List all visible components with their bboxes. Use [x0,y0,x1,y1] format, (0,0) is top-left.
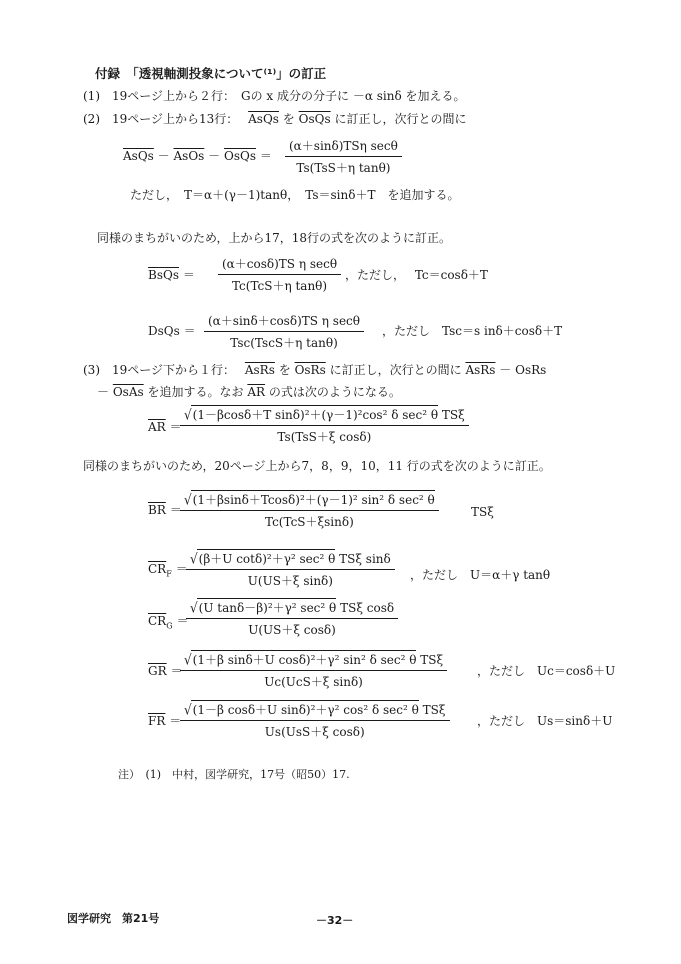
symbol-asqs: AsQs [123,149,154,163]
radicand: (1－β cosδ＋U sinδ)²＋γ² cos² δ sec² θ [191,700,419,718]
numerator-tail: TSξ [441,408,465,422]
equation-gr-condition: ，ただし Uc＝cosδ＋U [477,664,616,678]
equals-sign: ＝ [169,503,182,517]
fraction-denominator: Us(UsS＋ξ cosδ) [264,725,365,739]
minus-sign: － [157,149,170,163]
correction-2-intro: (2) 19ページ上から13行： [83,112,239,126]
equation-crg-fraction [186,598,398,638]
square-root-sign: √ [184,406,192,424]
fraction-bar [180,670,447,671]
symbol-fr: $\overline{FR}$ [148,714,166,728]
symbol-ar: $\overline{AR}$ [148,420,166,434]
equation-fr-lhs [148,712,181,729]
symbol-asos: AsOs [173,149,205,163]
fraction-numerator [180,490,439,508]
fraction-numerator [180,650,447,668]
fraction-numerator [180,700,450,718]
equation-1-fraction [285,137,402,176]
minus-sign: － [97,385,110,399]
equation-ar-fraction [180,405,469,445]
symbol-asrs: AsRs [244,363,275,377]
symbol-ar: $\overline{AR}$ [247,385,266,399]
fraction-bar [218,274,341,275]
equals-sign: ＝ [183,324,196,338]
fraction-denominator: Tc(TcS＋η tanθ) [231,279,328,293]
numerator-tail: TSξ [422,703,446,717]
equals-sign: ＝ [169,714,182,728]
numerator-tail: TSξ cosδ [340,601,395,615]
fraction-numerator [180,405,469,423]
fraction-bar [186,569,395,570]
equation-gr-lhs [148,662,182,679]
symbol-osqs: OsQs [224,149,256,163]
equation-br-lhs [148,501,182,518]
symbol-asqs: AsQs [248,112,279,126]
equation-gr-fraction [180,650,447,690]
radicand: (1－βcosδ＋T sinδ)²＋(γ－1)²cos² δ sec² θ [191,405,438,423]
symbol-br: $\overline{BR}$ [148,503,166,517]
square-root-sign: √ [184,491,192,509]
fraction-numerator: (α＋cosδ)TS η secθ [222,257,338,271]
fraction-denominator: Ts(TsS＋η tanθ) [296,161,391,175]
correction-2 [83,110,466,127]
equation-crf-fraction [186,549,395,589]
fraction-bar [186,618,398,619]
fraction-bar [204,331,364,332]
equals-sign: ＝ [170,664,183,678]
intro-rows-17-18: 同様のまちがいのため，上から17，18行の式を次のように訂正。 [97,231,452,245]
symbol-dsqs: DsQs [148,324,180,338]
equation-dsqs-condition: ，ただし Tsc＝s inδ＋cosδ＋T [382,324,563,338]
fraction-numerator [186,598,398,616]
fraction-bar [180,720,450,721]
symbol-osqs: OsQs [298,112,331,126]
fraction-numerator: (α＋sinδ＋cosδ)TS η secθ [208,314,360,328]
equation-dsqs-lhs [148,322,196,339]
fraction-bar [285,156,402,157]
equation-ar-lhs [148,418,182,435]
correction-3-intro: (3) 19ページ下から１行： [83,363,236,377]
correction-1: (1) 19ページ上から２行： Gの x 成分の分子に －α sinδ を加える。 [83,89,466,103]
fraction-denominator: U(US＋ξ sinδ) [247,574,333,588]
fraction-denominator: Tsc(TscS＋η tanθ) [230,336,338,350]
equation-fr-fraction [180,700,450,740]
minus-sign: － [208,149,221,163]
journal-name: 図学研究 第21号 [67,912,160,925]
square-root-sign: √ [184,701,192,719]
equals-sign: ＝ [182,268,195,282]
radicand: (1＋β sinδ＋U cosδ)²＋γ² sin² δ sec² θ [191,650,417,668]
correction-3-tail: の式は次のようになる。 [268,385,401,399]
fraction-bar [180,510,439,511]
symbol-gr: $\overline{GR}$ [148,664,167,678]
fraction-denominator: Tc(TcS＋ξsinδ) [265,515,354,529]
symbol-bsqs: BsQs [148,268,179,282]
equation-br-factor: TSξ [471,505,494,519]
numerator-tail: TSξ [420,653,444,667]
equals-sign: ＝ [169,420,182,434]
square-root-sign: √ [190,599,198,617]
text-wo: を [282,112,295,126]
equation-br-fraction [180,490,439,530]
equation-bsqs-fraction [218,255,341,294]
subscript-f: F [166,569,172,579]
fraction-numerator [186,549,395,567]
page-number: －32－ [316,914,354,927]
fraction-denominator: U(US＋ξ cosδ) [248,623,336,637]
definition-t-ts: ただし， T＝α＋(γ－1)tanθ， Ts＝sinδ＋T を追加する。 [130,188,460,202]
equation-asqs-lhs [123,147,272,164]
equation-crg-lhs [148,612,188,630]
equation-crf-condition: ，ただし U＝α＋γ tanθ [410,568,551,582]
subscript-g: G [166,621,173,631]
equation-fr-condition: ，ただし Us＝sinδ＋U [477,714,613,728]
fraction-bar [180,425,469,426]
text-wo: を [278,363,291,377]
symbol-osrs: OsRs [294,363,326,377]
correction-3-line-2 [97,383,401,400]
symbol-cr: $\overline{CR}$ [148,562,167,576]
fraction-numerator: (α＋sinδ)TSη secθ [289,139,398,153]
fraction-denominator: Ts(TsS＋ξ cosδ) [277,430,372,444]
equation-crf-lhs [148,560,188,578]
equals-sign: ＝ [175,562,188,576]
numerator-tail: TSξ sinδ [339,552,391,566]
intro-page-20: 同様のまちがいのため，20ページ上から7，8，9，10，11 行の式を次のように訂正。 [83,459,551,473]
radicand: (β＋U cotδ)²＋γ² sec² θ [197,549,336,567]
radicand: (1＋βsinδ＋Tcosδ)²＋(γ－1)² sin² δ sec² θ [191,490,435,508]
correction-3-mid: に訂正し，次行との間に [329,363,462,377]
square-root-sign: √ [184,651,192,669]
equation-dsqs-fraction [204,312,364,351]
equation-bsqs-condition: ，ただし， Tc＝cosδ＋T [345,268,488,282]
correction-3-line-1 [83,361,546,378]
fraction-denominator: Uc(UcS＋ξ sinδ) [264,675,363,689]
symbol-cr: $\overline{CR}$ [148,614,167,628]
equation-bsqs-lhs [148,266,195,283]
reference-note: 注） (1) 中村，図学研究，17号（昭50）17. [118,768,350,781]
correction-3-add: を追加する。なお [147,385,244,399]
equals-sign: ＝ [259,149,272,163]
correction-2-tail: に訂正し，次行との間に [334,112,467,126]
minus-osrs: － OsRs [499,363,547,377]
square-root-sign: √ [190,550,198,568]
appendix-title: 付録 「透視軸測投象について⁽¹⁾」の訂正 [95,66,327,81]
radicand: (U tanδ－β)²＋γ² sec² θ [197,598,337,616]
symbol-osas: OsAs [112,385,144,399]
equals-sign: ＝ [176,614,189,628]
symbol-asrs: AsRs [465,363,496,377]
